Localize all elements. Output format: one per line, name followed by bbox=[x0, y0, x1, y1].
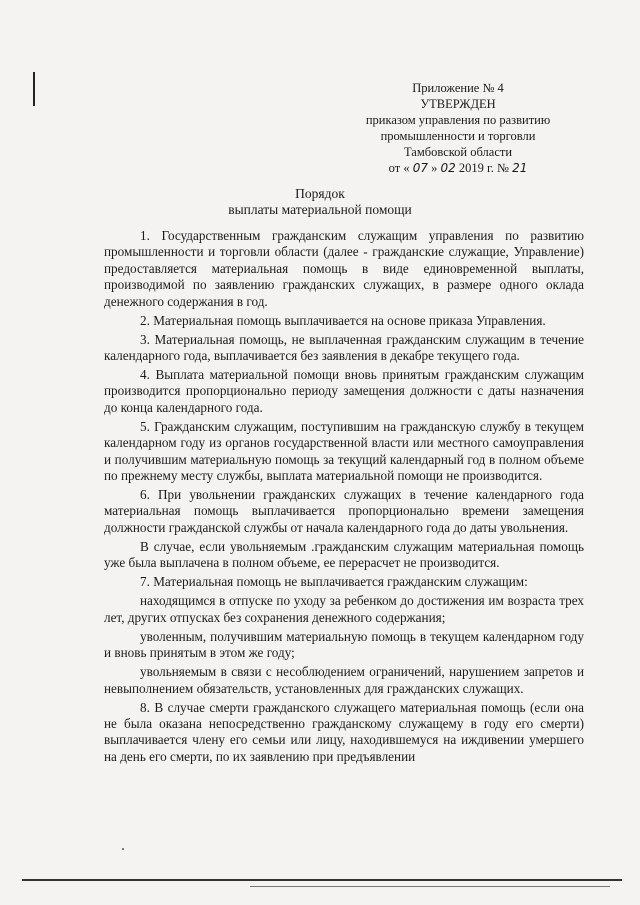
order-date-line bbox=[352, 160, 564, 176]
order-line-2: промышленности и торговли bbox=[380, 129, 536, 143]
paragraph-7: 7. Материальная помощь не выплачивается гражданским служащим: bbox=[140, 574, 528, 590]
document-body bbox=[104, 228, 584, 768]
paragraph-7-item-3: увольняемым в связи с несоблюдением ограничений, нарушением запретов и невыполнением обязательств, установленных для гражданских служащих. bbox=[104, 664, 584, 696]
footer-rule bbox=[22, 879, 622, 881]
order-number: 21 bbox=[512, 161, 528, 175]
date-month: 02 bbox=[440, 161, 456, 175]
paragraph-3: 3. Материальная помощь, не выплаченная гражданским служащим в течение календарного года, выплачивается без заявления в декабре текущего года. bbox=[104, 331, 584, 364]
approved-label: УТВЕРЖДЕН bbox=[420, 97, 496, 111]
paragraph-6-note: В случае, если увольняемым .гражданским служащим материальная помощь уже была выплачена в полном объеме, ее перерасчет не производится. bbox=[104, 538, 584, 571]
appendix-number: Приложение № 4 bbox=[412, 81, 504, 95]
paragraph-7-item-2: уволенным, получившим материальную помощь в текущем календарном году и вновь принятым в этом же году; bbox=[104, 628, 584, 661]
order-line-1: приказом управления по развитию bbox=[365, 113, 551, 127]
date-year: 2019 г. № bbox=[458, 161, 509, 175]
doc-subtitle: выплаты материальной помощи bbox=[228, 202, 412, 217]
date-mid: » bbox=[431, 161, 438, 175]
approval-block bbox=[352, 80, 564, 176]
order-line-3: Тамбовской области bbox=[403, 145, 513, 159]
paragraph-7-item-1: находящимся в отпуске по уходу за ребенком до достижения им возраста трех лет, других отпусках без сохранения денежного содержания; bbox=[104, 593, 584, 625]
date-prefix: от « bbox=[388, 161, 410, 175]
paragraph-8: 8. В случае смерти гражданского служащего материальная помощь (если она не была оказана непосредственно гражданскому служащему в году его смерти) выплачивается члену его семьи или лицу, находившемуся на иждивении умершего на день его смерти, по их заявлению при предъявлении bbox=[104, 699, 584, 764]
paragraph-4: 4. Выплата материальной помощи вновь принятым гражданским служащим производится пропорционально периоду замещения должности с даты назначения до конца календарного года. bbox=[104, 367, 584, 415]
doc-title: Порядок bbox=[295, 186, 345, 201]
paragraph-1: 1. Государственным гражданским служащим управления по развитию промышленности и торговли области (далее - гражданские служащие, Управление) предоставляется материальная помощь в виде единовременной выплаты, производимой по заявлению гражданских служащих, в размере одного оклада денежного содержания в год. bbox=[104, 228, 584, 309]
paragraph-6: 6. При увольнении гражданских служащих в течение календарного года материальная помощь выплачивается пропорционально времени замещения должности гражданской службы от начала календарного года до даты увольнения. bbox=[104, 487, 584, 535]
footer-rule-secondary bbox=[250, 886, 610, 887]
paragraph-5: 5. Гражданским служащим, поступившим на гражданскую службу в текущем календарном году из органов государственной власти или местного самоуправления и получившим материальную помощь за текущий календарный год в полном объеме по прежнему месту службы, выплата материальной помощи не производится. bbox=[104, 418, 584, 484]
date-day: 07 bbox=[412, 161, 428, 175]
margin-mark bbox=[33, 72, 35, 106]
scan-speck bbox=[122, 848, 124, 850]
paragraph-2: 2. Материальная помощь выплачивается на основе приказа Управления. bbox=[140, 312, 546, 328]
